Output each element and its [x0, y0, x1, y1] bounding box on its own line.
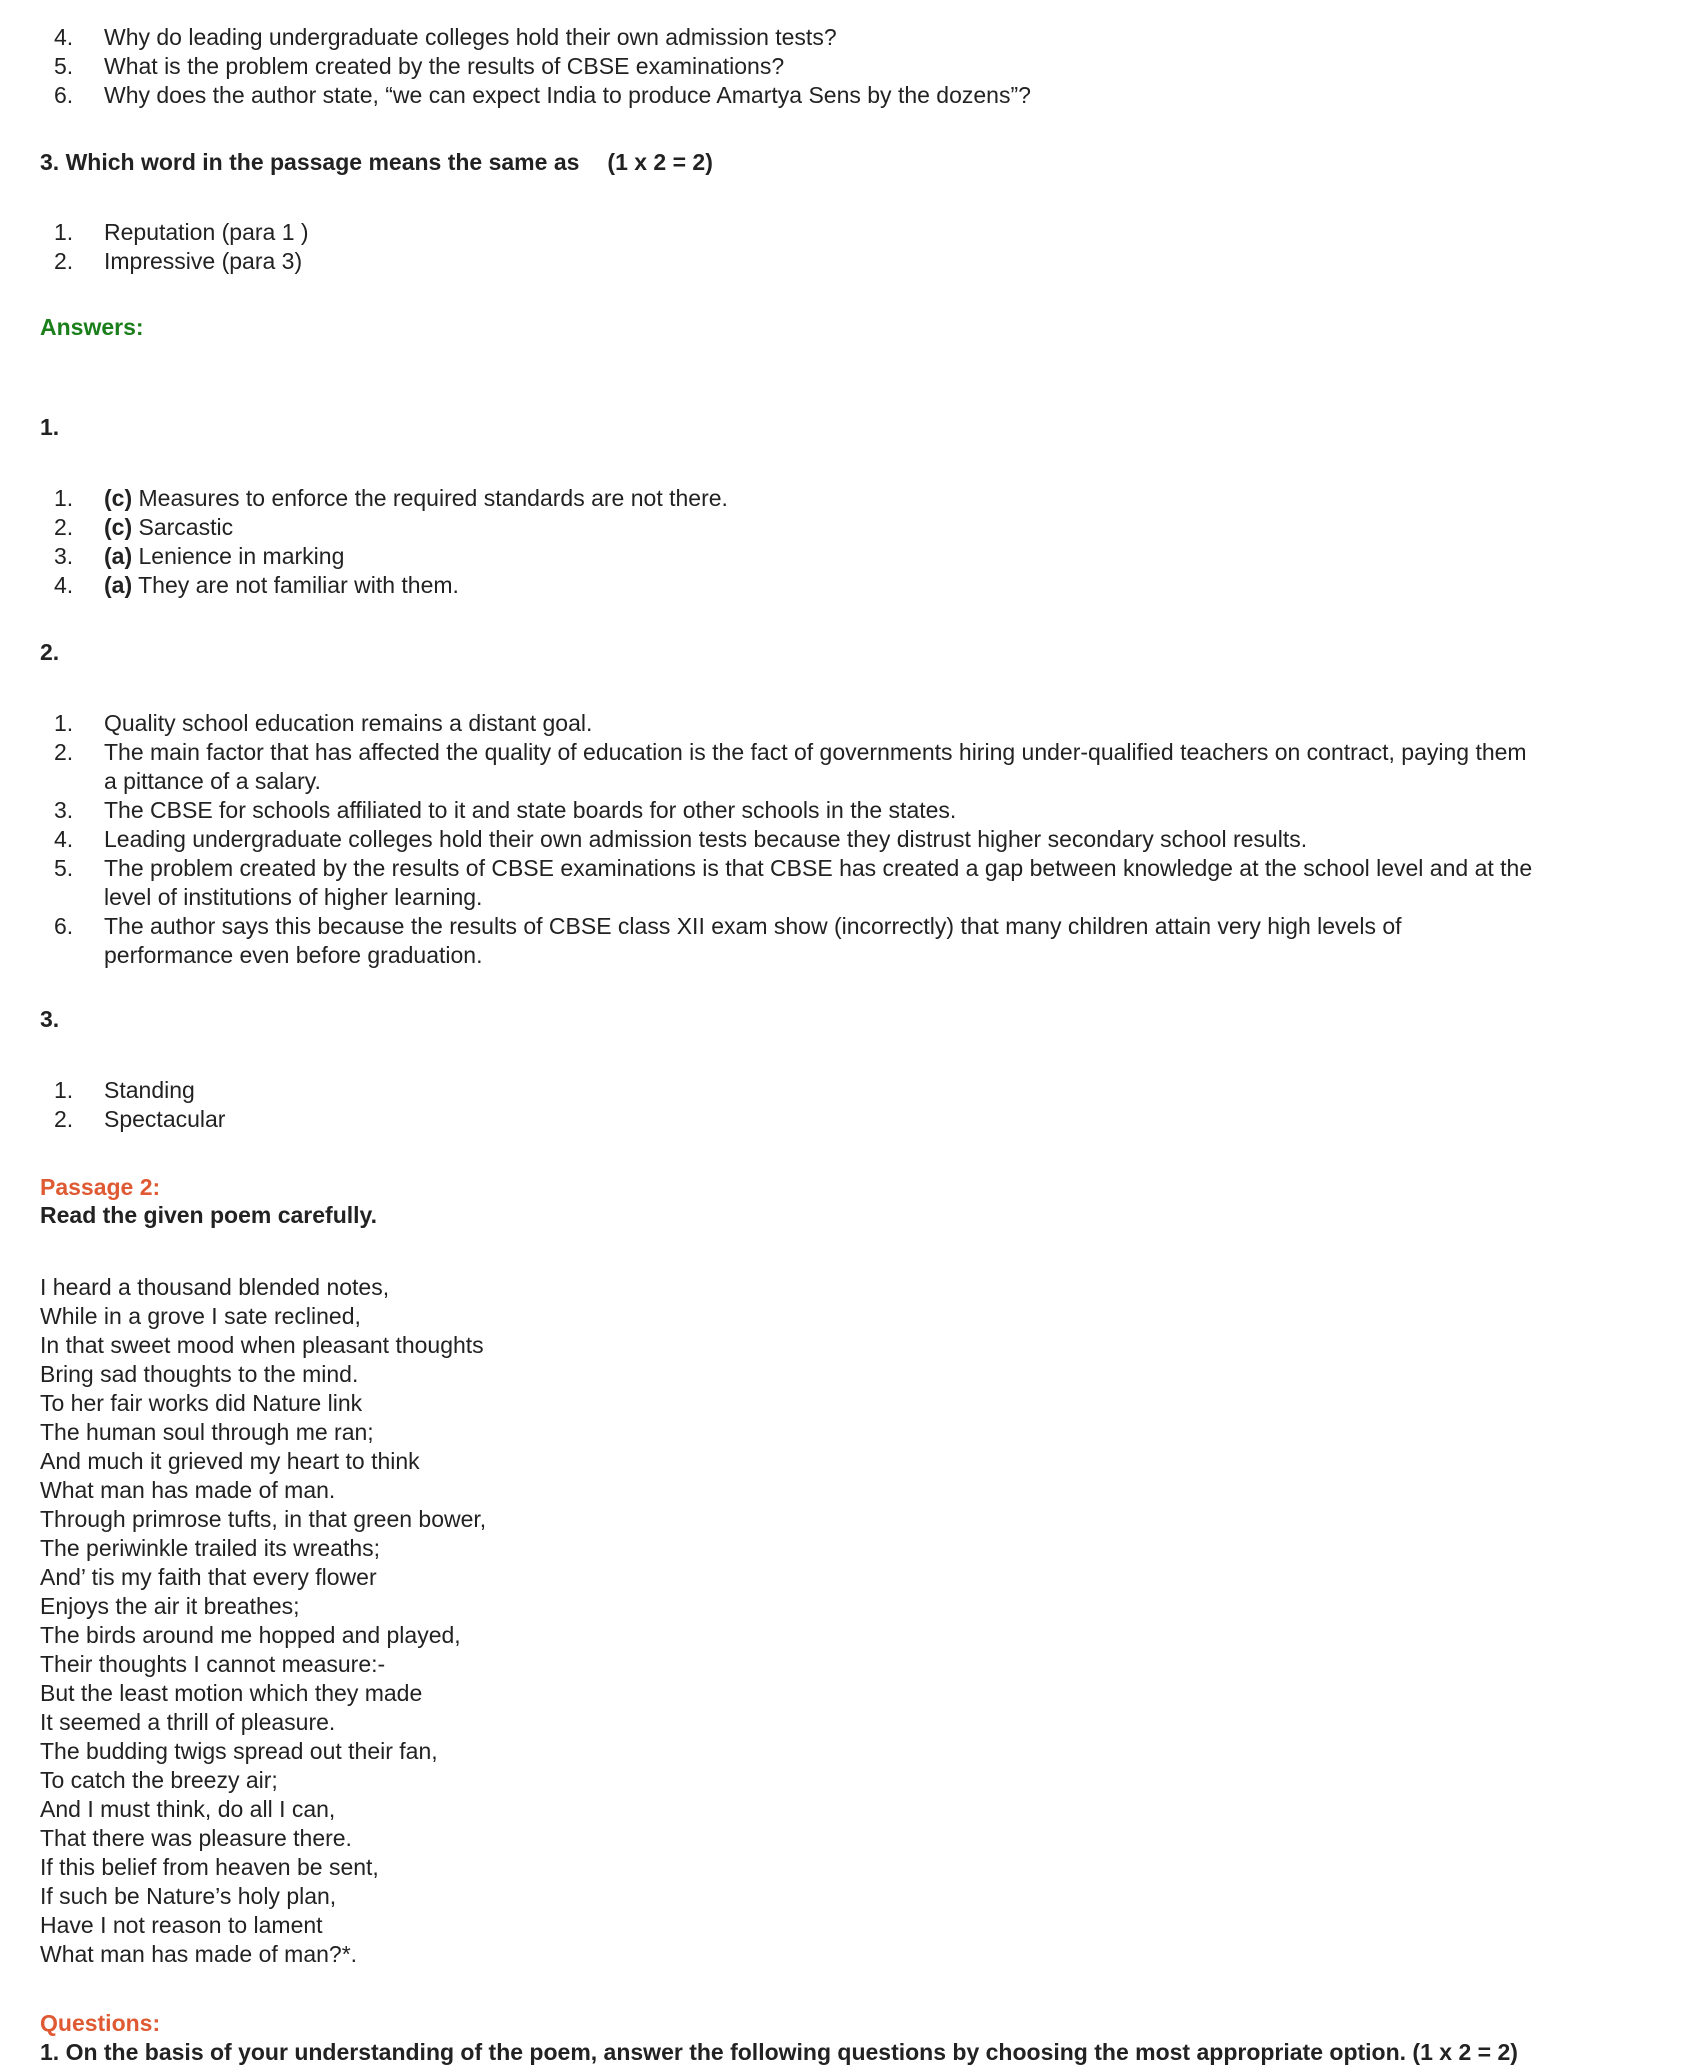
list-text: Quality school education remains a distant goal.	[104, 710, 593, 736]
poem-line: In that sweet mood when pleasant thoughts	[40, 1332, 484, 1358]
answers-section3-label: 3.	[40, 1006, 60, 1032]
list-number: 1.	[54, 1077, 74, 1103]
list-item	[0, 796, 1680, 825]
list-item	[0, 218, 1680, 247]
poem-line: That there was pleasure there.	[40, 1825, 352, 1851]
list-item	[0, 1105, 1680, 1134]
list-text: Spectacular	[104, 1106, 226, 1132]
list-number: 6.	[54, 82, 74, 108]
list-item	[0, 854, 1680, 912]
poem-line: Enjoys the air it breathes;	[40, 1593, 300, 1619]
list-item	[0, 23, 1680, 52]
list-number: 5.	[54, 53, 74, 79]
list-text-continued: level of institutions of higher learning.	[104, 884, 483, 910]
list-item	[0, 825, 1680, 854]
list-number: 1.	[54, 710, 74, 736]
poem-line: If such be Nature’s holy plan,	[40, 1883, 337, 1909]
list-number: 5.	[54, 855, 74, 881]
list-item	[0, 709, 1680, 738]
list-number: 4.	[54, 24, 74, 50]
poem-line: It seemed a thrill of pleasure.	[40, 1709, 336, 1735]
list-text: The problem created by the results of CBSE examinations is that CBSE has created a gap between knowledge at the school level and at the	[104, 855, 1533, 881]
list-item	[0, 81, 1680, 110]
answer-option: (a)	[104, 572, 133, 598]
list-number: 3.	[54, 543, 74, 569]
list-number: 2.	[54, 514, 74, 540]
list-number: 1.	[54, 219, 74, 245]
questions-tail-list	[0, 23, 1680, 110]
poem-line: To her fair works did Nature link	[40, 1390, 363, 1416]
list-number: 2.	[54, 248, 74, 274]
answer-option: (c)	[104, 485, 133, 511]
list-item	[0, 912, 1680, 970]
list-item	[0, 247, 1680, 276]
list-text: Why do leading undergraduate colleges hold their own admission tests?	[104, 24, 837, 50]
list-text: The main factor that has affected the quality of education is the fact of governments hiring under-qualified teachers on contract, paying them	[104, 739, 1527, 765]
poem-line: Through primrose tufts, in that green bower,	[40, 1506, 487, 1532]
question3-marks: (1 x 2 = 2)	[607, 149, 713, 175]
poem-line: Their thoughts I cannot measure:-	[40, 1651, 386, 1677]
poem-line: What man has made of man.	[40, 1477, 336, 1503]
answers-section1-list	[0, 484, 1680, 600]
questions-heading: Questions:	[40, 2010, 161, 2036]
list-text: Leading undergraduate colleges hold their own admission tests because they distrust higher secondary school results.	[104, 826, 1308, 852]
answers-section2-list	[0, 709, 1680, 970]
list-item	[0, 738, 1680, 796]
poem	[40, 1273, 486, 1969]
poem-line: And much it grieved my heart to think	[40, 1448, 420, 1474]
list-item	[0, 513, 1680, 542]
poem-line: The birds around me hopped and played,	[40, 1622, 461, 1648]
question3-heading-text: 3. Which word in the passage means the same as	[40, 149, 580, 175]
list-text: Impressive (para 3)	[104, 248, 303, 274]
poem-line: I heard a thousand blended notes,	[40, 1274, 390, 1300]
answers-section1-label: 1.	[40, 414, 60, 440]
poem-line: But the least motion which they made	[40, 1680, 423, 1706]
answer-text: Measures to enforce the required standards are not there.	[132, 485, 728, 511]
poem-line: What man has made of man?*.	[40, 1941, 358, 1967]
list-item	[0, 52, 1680, 81]
list-text: Standing	[104, 1077, 195, 1103]
list-text: The CBSE for schools affiliated to it and state boards for other schools in the states.	[104, 797, 957, 823]
question1-text: 1. On the basis of your understanding of the poem, answer the following questions by choosing the most appropriate option. (1 x 2 = 2)	[40, 2039, 1518, 2065]
list-number: 6.	[54, 913, 74, 939]
passage2-instruction: Read the given poem carefully.	[40, 1202, 378, 1228]
answer-text: Sarcastic	[132, 514, 234, 540]
answer-text: Lenience in marking	[132, 543, 345, 569]
poem-line: If this belief from heaven be sent,	[40, 1854, 379, 1880]
list-item	[0, 1076, 1680, 1105]
question3-list	[0, 218, 1680, 276]
answer-text: They are not familiar with them.	[132, 572, 459, 598]
answers-section2-label: 2.	[40, 639, 60, 665]
list-text: The author says this because the results of CBSE class XII exam show (incorrectly) that many children attain very high levels of	[104, 913, 1402, 939]
poem-line: The budding twigs spread out their fan,	[40, 1738, 438, 1764]
answer-option: (a)	[104, 543, 133, 569]
poem-line: To catch the breezy air;	[40, 1767, 278, 1793]
answers-section3-list	[0, 1076, 1680, 1134]
list-text-continued: performance even before graduation.	[104, 942, 483, 968]
list-item	[0, 484, 1680, 513]
list-number: 2.	[54, 1106, 74, 1132]
list-text: Reputation (para 1 )	[104, 219, 309, 245]
list-number: 3.	[54, 797, 74, 823]
passage2-title: Passage 2:	[40, 1174, 161, 1200]
list-number: 4.	[54, 572, 74, 598]
list-text: Why does the author state, “we can expect India to produce Amartya Sens by the dozens”?	[104, 82, 1031, 108]
list-number: 1.	[54, 485, 74, 511]
poem-line: While in a grove I sate reclined,	[40, 1303, 361, 1329]
list-item	[0, 571, 1680, 600]
answers-heading: Answers:	[40, 314, 144, 340]
list-number: 2.	[54, 739, 74, 765]
poem-line: Have I not reason to lament	[40, 1912, 323, 1938]
list-text: What is the problem created by the results of CBSE examinations?	[104, 53, 785, 79]
poem-line: The periwinkle trailed its wreaths;	[40, 1535, 381, 1561]
question3-heading	[40, 148, 713, 177]
poem-line: The human soul through me ran;	[40, 1419, 374, 1445]
poem-line: And I must think, do all I can,	[40, 1796, 336, 1822]
list-number: 4.	[54, 826, 74, 852]
poem-line: And’ tis my faith that every flower	[40, 1564, 377, 1590]
list-item	[0, 542, 1680, 571]
poem-line: Bring sad thoughts to the mind.	[40, 1361, 359, 1387]
list-text-continued: a pittance of a salary.	[104, 768, 321, 794]
answer-option: (c)	[104, 514, 133, 540]
